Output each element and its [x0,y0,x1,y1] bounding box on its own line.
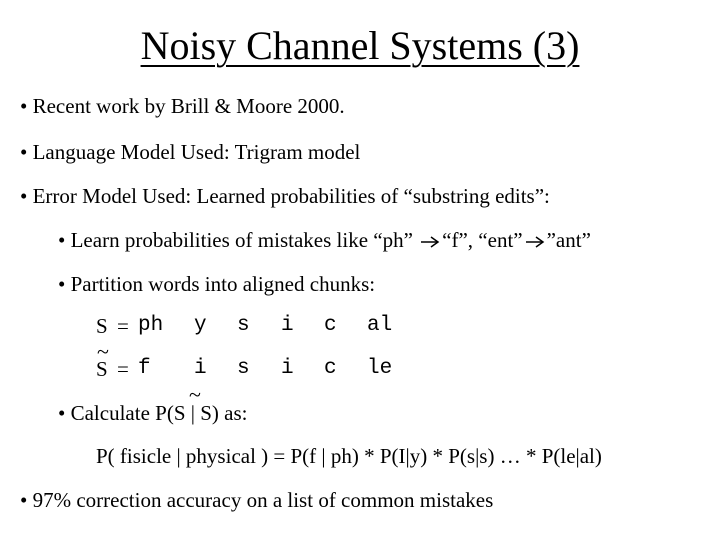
slide-title-text: Noisy Channel Systems (3) [140,23,580,68]
row2-chunk: c [324,357,337,380]
tilde-mark: ~ [189,382,201,407]
bullet-mark: • [58,401,66,425]
bullet-4-text: 97% correction accuracy on a list of common mistakes [32,488,494,512]
bullet-2 [20,139,360,165]
sub-bullet-1-pre: Learn probabilities of mistakes like “ph” [70,228,413,252]
tilde-mark: ~ [97,339,109,364]
row2-chunk: i [194,357,207,380]
formula: P( fisicle | physical ) = P(f | ph) * P(I|y) * P(s|s) … * P(le|al) [96,444,602,468]
bullet-2-text: Language Model Used: Trigram model [32,140,361,164]
row2-chunk: s [237,357,250,380]
sub-bullet-2-text: Partition words into aligned chunks: [70,272,376,296]
row2-chunk: f [138,357,151,380]
row2-chunk: le [367,357,393,380]
bullet-mark: • [20,184,28,208]
calc-s: S [173,401,186,425]
right-arrow-icon [420,235,440,249]
calc-pre: Calculate P( [70,401,174,425]
row1-eq: = [117,314,129,338]
row1-label: S [96,314,108,338]
sub-bullet-1 [58,227,591,253]
calc-post: | S) as: [185,401,248,425]
bullet-mark: • [58,228,66,252]
sub-bullet-1-post: ”ant” [546,228,591,252]
row2-label: S [96,357,108,381]
bullet-4 [20,487,493,513]
row1-chunk: s [237,314,250,337]
bullet-1 [20,93,345,119]
row1-chunk: c [324,314,337,337]
right-arrow-icon [525,235,545,249]
bullet-mark: • [20,140,28,164]
bullet-3-text: Error Model Used: Learned probabilities of “substring edits”: [32,184,550,208]
bullet-mark: • [58,272,66,296]
bullet-mark: • [20,488,28,512]
sub-bullet-3 [58,400,247,426]
row1-chunk: i [281,314,294,337]
row1-chunk: al [367,314,393,337]
row1-chunk: ph [138,314,164,337]
slide-title [0,22,720,70]
sub-bullet-2 [58,271,375,297]
row1-chunk: y [194,314,207,337]
bullet-mark: • [20,94,28,118]
bullet-1-text: Recent work by Brill & Moore 2000. [32,94,345,118]
row2-eq: = [117,357,129,381]
row2-chunk: i [281,357,294,380]
sub-bullet-1-mid: “f”, “ent” [442,228,523,252]
bullet-3 [20,183,550,209]
